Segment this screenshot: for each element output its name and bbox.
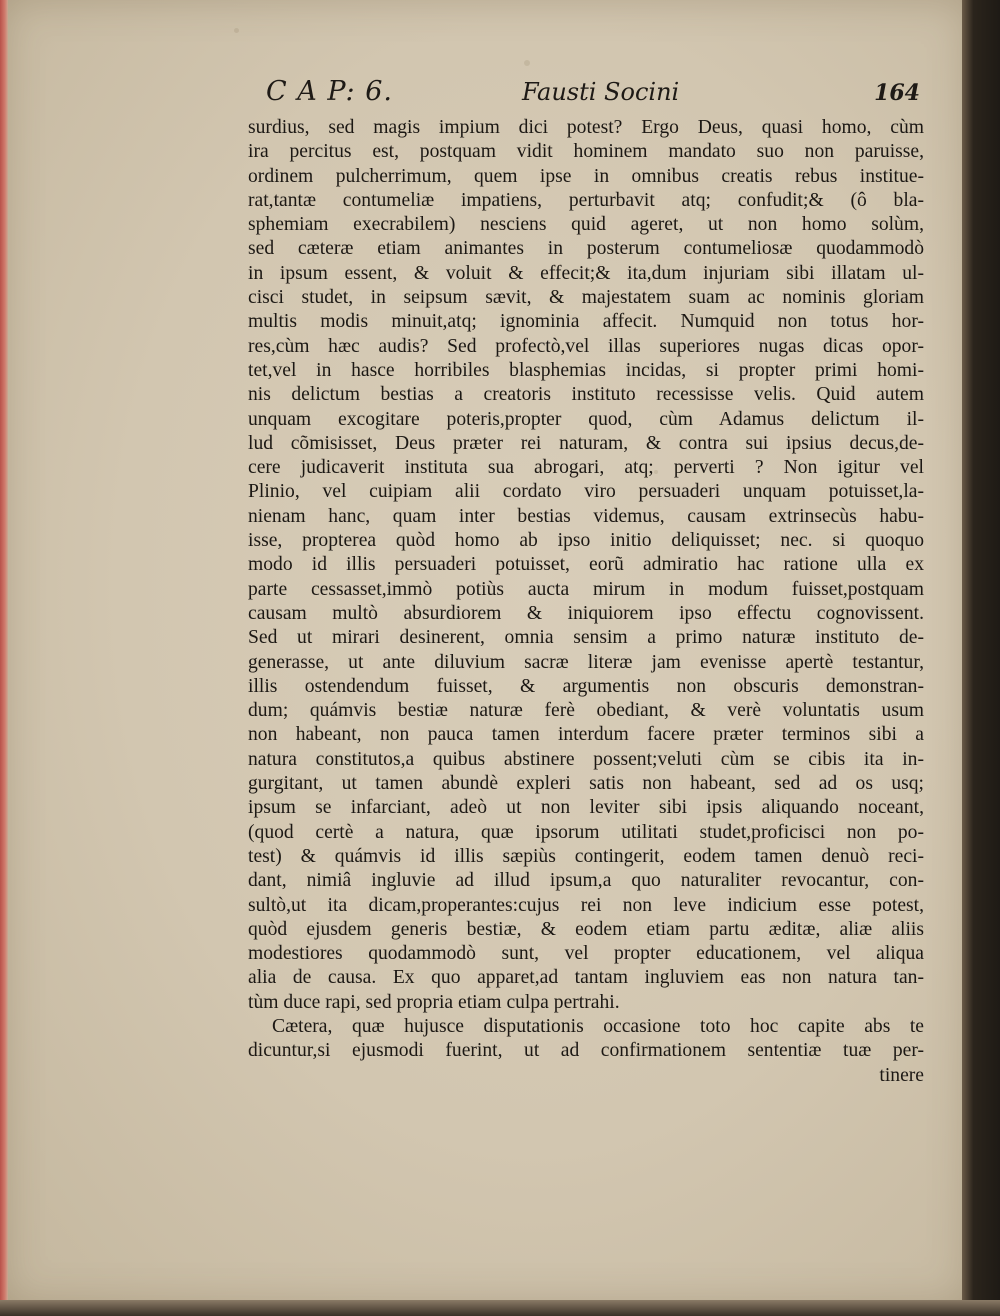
text-line: alia de causa. Ex quo apparet,ad tantam ingluviem eas non natura tan- bbox=[248, 967, 924, 989]
chapter-label: C A P: 6. bbox=[266, 76, 393, 107]
text-line: Plinio, vel cuipiam alii cordato viro persuaderi unquam potuisset,la- bbox=[248, 481, 924, 503]
text-line: tet,vel in hasce horribiles blasphemias incidas, si propter primi homi- bbox=[248, 359, 924, 381]
text-line: ordinem pulcherrimum, quem ipse in omnibus creatis rebus institue- bbox=[248, 165, 924, 187]
text-line: sphemiam execrabilem) nesciens quid ageret, ut non homo solùm, bbox=[248, 214, 924, 236]
text-line: non habeant, non pauca tamen interdum facere præter terminos sibi a bbox=[248, 724, 924, 746]
body-text bbox=[248, 116, 924, 1088]
text-line: lud cõmisisset, Deus præter rei naturam, & contra sui ipsius decus,de- bbox=[248, 432, 924, 454]
text-line: unquam excogitare poteris,propter quod, cùm Adamus delictum il- bbox=[248, 408, 924, 430]
text-line: causam multò absurdiorem & iniquiorem ipso effectu cognovissent. bbox=[248, 602, 924, 624]
text-line: modestiores quodammodò sunt, vel propter educationem, vel aliqua bbox=[248, 943, 924, 965]
text-line: test) & quámvis id illis sæpiùs contingerit, eodem tamen denuò reci- bbox=[248, 845, 924, 867]
text-line: quòd ejusdem generis bestiæ, & eodem etiam partu æditæ, aliæ aliis bbox=[248, 918, 924, 940]
text-line: ipsum se infarciant, adeò ut non leviter sibi ipsis aliquando noceant, bbox=[248, 797, 924, 819]
text-line: dant, nimiâ ingluvie ad illud ipsum,a quo naturaliter revocantur, con- bbox=[248, 870, 924, 892]
text-line: Sed ut mirari desinerent, omnia sensim a primo naturæ instituto de- bbox=[248, 627, 924, 649]
text-line: nis delictum bestias a creatoris instituto recessisse velis. Quid autem bbox=[248, 384, 924, 406]
text-line: parte cessasset,immò potiùs aucta mirum in modum fuisset,postquam bbox=[248, 578, 924, 600]
text-line: gurgitant, ut tamen abundè expleri satis non habeant, sed ad os usq; bbox=[248, 773, 924, 795]
text-line: in ipsum essent, & voluit & effecit;& ita,dum injuriam sibi illatam ul- bbox=[248, 262, 924, 284]
text-line: cisci studet, in seipsum sævit, & majestatem suam ac nominis gloriam bbox=[248, 287, 924, 309]
text-line: illis ostendendum fuisset, & argumentis non obscuris demonstran- bbox=[248, 675, 924, 697]
text-line: surdius, sed magis impium dici potest? Ergo Deus, quasi homo, cùm bbox=[248, 117, 924, 138]
text-line: ira percitus est, postquam vidit hominem mandato suo non paruisse, bbox=[248, 141, 924, 163]
author-title: Fausti Socini bbox=[522, 78, 680, 106]
text-line: dum; quámvis bestiæ naturæ ferè obediant, & verè voluntatis usum bbox=[248, 700, 924, 722]
running-header bbox=[266, 76, 926, 116]
text-line: generasse, ut ante diluvium sacræ literæ jam evenisse apertè testantur, bbox=[248, 651, 924, 673]
text-line: dicuntur,si ejusmodi fuerint, ut ad confirmationem sententiæ tuæ per- bbox=[248, 1040, 924, 1062]
page-edge-bottom bbox=[0, 1300, 1000, 1316]
text-line: cere judicaverit instituta sua abrogari, atq; perverti ? Non igitur vel bbox=[248, 457, 924, 479]
text-line: nienam hanc, quam inter bestias videmus, causam extrinsecùs habu- bbox=[248, 505, 924, 527]
text-line: sed cæteræ etiam animantes in posterum contumeliosæ quodammodò bbox=[248, 238, 924, 260]
text-line: modo id illis persuaderi potuisset, eorũ admiratio hac ratione ulla ex bbox=[248, 554, 924, 576]
text-line: isse, propterea quòd homo ab ipso initio deliquisset; nec. si quoquo bbox=[248, 530, 924, 552]
page-number: 164 bbox=[874, 80, 920, 106]
text-line: natura constitutos,a quibus abstinere possent;veluti cùm se cibis ita in- bbox=[248, 748, 924, 770]
text-line: sultò,ut ita dicam,properantes:cujus rei non leve indicium esse potest, bbox=[248, 894, 924, 916]
text-line: rat,tantæ contumeliæ impatiens, perturbavit atq; confudit;& (ô bla- bbox=[248, 189, 924, 211]
page-edge-right bbox=[962, 0, 1000, 1316]
page-edge-left bbox=[0, 0, 8, 1316]
catchword: tinere bbox=[879, 1064, 924, 1086]
text-line: (quod certè a natura, quæ ipsorum utilitati studet,proficisci non po- bbox=[248, 821, 924, 843]
text-line: multis modis minuit,atq; ignominia affecit. Numquid non totus hor- bbox=[248, 311, 924, 333]
text-line: res,cùm hæc audis? Sed profectò,vel illas superiores nugas dicas opor- bbox=[248, 335, 924, 357]
text-line: tùm duce rapi, sed propria etiam culpa pertrahi. bbox=[248, 991, 620, 1013]
text-line: Cætera, quæ hujusce disputationis occasione toto hoc capite abs te bbox=[272, 1015, 924, 1037]
